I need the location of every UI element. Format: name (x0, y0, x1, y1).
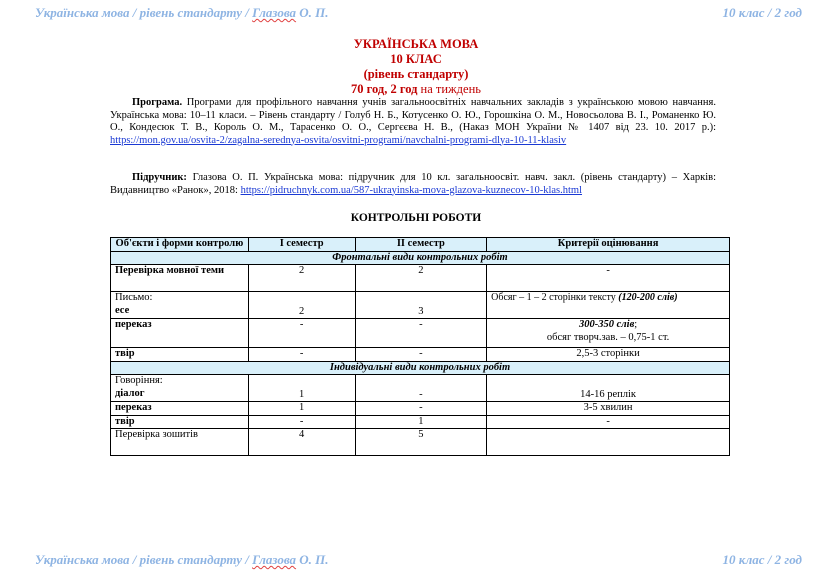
table-row (111, 265, 730, 292)
column-header-criteria: Критерії оцінювання (487, 238, 730, 252)
table-row (111, 375, 730, 402)
control-works-table (110, 237, 730, 456)
cell-object-line-2: діалог (115, 387, 145, 399)
cell-sem2: - (355, 402, 487, 416)
header-subject: Українська мова / рівень стандарту / (35, 5, 253, 20)
band-frontal: Фронтальні види контрольних робіт (111, 251, 730, 265)
cell-sem1: 4 (248, 429, 355, 456)
cell-sem1: - (248, 319, 355, 348)
program-link[interactable]: https://mon.gov.ua/osvita-2/zagalna-serednya-osvita/osvitni-programi/navchalni-programi-dlya-10-11-klasiv (110, 134, 567, 146)
cell-sem2: - (355, 375, 487, 402)
criteria-words: (120-200 слів) (618, 292, 678, 303)
column-header-objects: Об'єкти і форми контролю (111, 238, 249, 252)
footer-author: Глазова (252, 552, 297, 567)
criteria-volume: обсяг творч.зав. – 0,75-1 ст. (546, 331, 670, 343)
cell-object: переказ (111, 319, 249, 348)
textbook-text: Глазова О. П. Українська мова: підручник для 10 кл. загальноосвіт. навч. закл. (рівень стандарту) – Харків: Видавництво «Ранок», 2018: (110, 172, 716, 196)
column-header-semester-1: І семестр (248, 238, 355, 252)
column-header-semester-2: ІІ семестр (355, 238, 487, 252)
cell-object: твір (111, 348, 249, 362)
table-row (111, 402, 730, 416)
table-row (111, 348, 730, 362)
cell-sem1: 2 (248, 265, 355, 292)
cell-object (111, 292, 249, 319)
cell-object: Перевірка зошитів (111, 429, 249, 456)
textbook-label: Підручник: (132, 172, 187, 183)
cell-sem2: - (355, 348, 487, 362)
table-row (111, 292, 730, 319)
cell-sem2: 2 (355, 265, 487, 292)
header-left (35, 7, 329, 20)
header-author: Глазова (252, 5, 297, 20)
cell-sem1: - (248, 415, 355, 429)
cell-sem2: 1 (355, 415, 487, 429)
footer-right: 10 клас / 2 год (722, 552, 802, 567)
cell-criteria (487, 429, 730, 456)
section-title: КОНТРОЛЬНІ РОБОТИ (350, 212, 482, 224)
cell-object-line-1: Письмо: (115, 292, 153, 303)
band-row-individual (111, 361, 730, 375)
textbook-link[interactable]: https://pidruchnyk.com.ua/587-ukrayinska-mova-glazova-kuznecov-10-klas.html (240, 184, 583, 196)
band-individual: Індивідуальні види контрольних робіт (111, 361, 730, 375)
per-week-text: на тиждень (417, 82, 481, 96)
criteria-words: 300-350 слів (578, 319, 635, 330)
table-row (111, 415, 730, 429)
cell-criteria: 2,5-3 сторінки (487, 348, 730, 362)
cell-object-line-2: есе (115, 304, 130, 316)
hours-text: 70 год, 2 год (351, 82, 418, 96)
title-line-3: (рівень стандарту) (363, 67, 469, 81)
cell-criteria: 14-16 реплік (487, 375, 730, 402)
cell-object-line-1: Говоріння: (115, 375, 163, 386)
textbook-paragraph (110, 172, 716, 197)
cell-sem1: - (248, 348, 355, 362)
footer-subject: Українська мова / рівень стандарту / (35, 552, 253, 567)
table-header-row (111, 238, 730, 252)
cell-object: Перевірка мовної теми (111, 265, 249, 292)
criteria-text: Обсяг – 1 – 2 сторінки тексту (491, 292, 619, 303)
title-line-2: 10 КЛАС (390, 52, 442, 66)
title-line-1: УКРАЇНСЬКА МОВА (353, 37, 479, 51)
program-paragraph (110, 97, 716, 147)
cell-sem1: 2 (248, 292, 355, 319)
table-row (111, 429, 730, 456)
cell-object (111, 375, 249, 402)
document-title (0, 37, 832, 97)
cell-criteria: 3-5 хвилин (487, 402, 730, 416)
cell-sem1: 1 (248, 402, 355, 416)
band-row-frontal (111, 251, 730, 265)
program-text: Програми для профільного навчання учнів загальноосвітніх навчальних закладів з українською мовою навчання. Українська мова: 10–11 класи. – Рівень стандарту / Голуб Н. Б., Котусенко О. Ю., Горошкіна О. М., Новосьолова В. І., Романенко Ю. О., Кондесюк Т. В., Король О. М., Тарасенко О. О., Сергєєва Н. В., (Наказ МОН України № 1407 від 23. 10. 2017 р.): (110, 97, 716, 133)
cell-object: твір (111, 415, 249, 429)
table-row (111, 319, 730, 348)
footer-left (35, 554, 329, 567)
footer-initials: О. П. (296, 552, 329, 567)
header-right: 10 клас / 2 год (722, 5, 802, 20)
cell-sem2: - (355, 319, 487, 348)
cell-criteria: - (487, 265, 730, 292)
cell-sem2: 3 (355, 292, 487, 319)
criteria-separator: ; (634, 319, 638, 330)
header-initials: О. П. (296, 5, 329, 20)
cell-criteria: - (487, 415, 730, 429)
title-line-4 (0, 82, 832, 97)
cell-criteria (487, 292, 730, 319)
cell-criteria (487, 319, 730, 348)
cell-object: переказ (111, 402, 249, 416)
cell-sem1: 1 (248, 375, 355, 402)
program-label: Програма. (132, 97, 183, 108)
cell-sem2: 5 (355, 429, 487, 456)
